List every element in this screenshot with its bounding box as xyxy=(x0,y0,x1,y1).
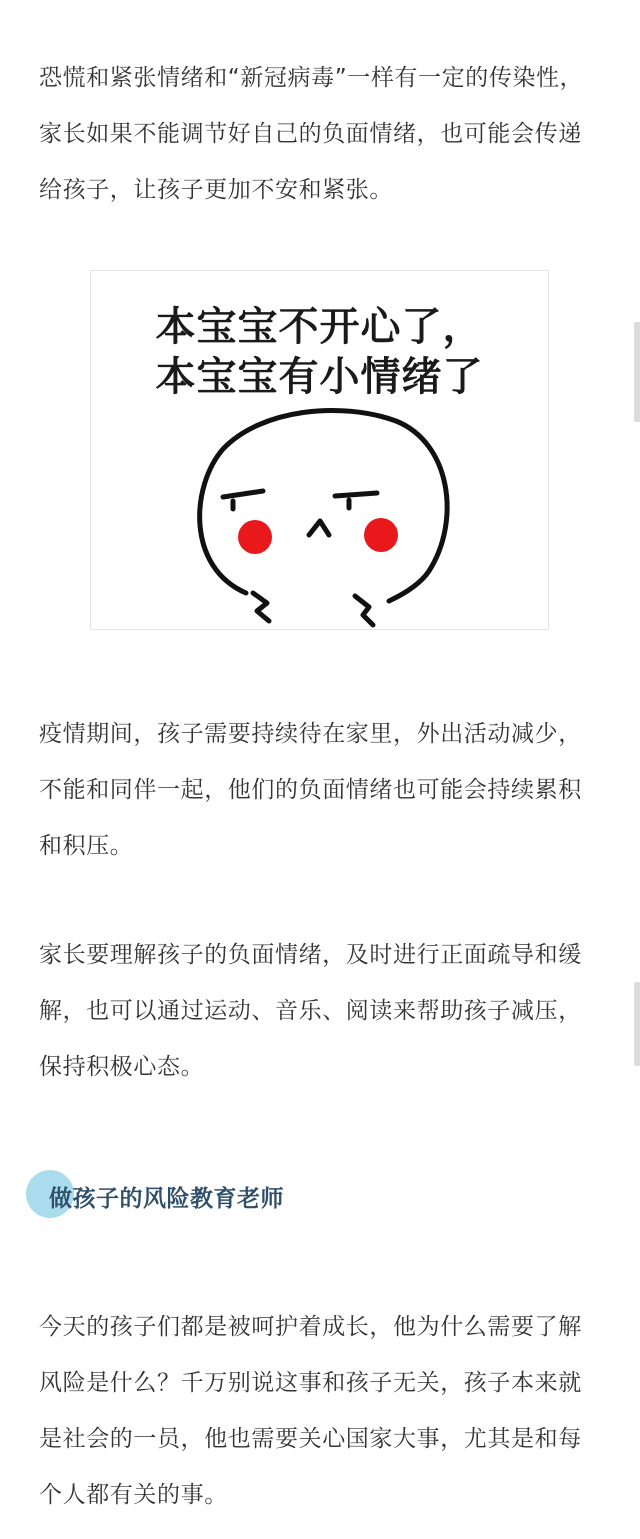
article-paragraph: 疫情期间，孩子需要持续待在家里，外出活动减少，不能和同伴一起，他们的负面情绪也可能会持续累积和积压。 xyxy=(39,721,582,859)
meme-caption-line: 本宝宝不开心了， xyxy=(155,304,484,350)
round-face-illustration xyxy=(91,271,549,630)
right-cheek xyxy=(364,518,398,552)
meme-caption-line: 本宝宝有小情绪了 xyxy=(155,354,484,400)
scroll-indicator xyxy=(634,982,640,1066)
article-paragraph: 家长要理解孩子的负面情绪，及时进行正面疏导和缓解，也可以通过运动、音乐、阅读来帮助孩子减压，保持积极心态。 xyxy=(39,942,582,1080)
article-paragraph: 今天的孩子们都是被呵护着成长，他为什么需要了解风险是什么？千万别说这事和孩子无关，孩子本来就是社会的一员，他也需要关心国家大事，尤其是和每个人都有关的事。 xyxy=(39,1314,582,1508)
left-cheek xyxy=(238,520,272,554)
meme-image xyxy=(90,270,549,630)
article-paragraph: 恐慌和紧张情绪和“新冠病毒”一样有一定的传染性，家长如果不能调节好自己的负面情绪，也可能会传递给孩子，让孩子更加不安和紧张。 xyxy=(39,65,584,203)
section-heading xyxy=(26,1170,426,1218)
section-heading-text: 做孩子的风险教育老师 xyxy=(49,1186,284,1212)
scroll-indicator xyxy=(634,322,640,422)
